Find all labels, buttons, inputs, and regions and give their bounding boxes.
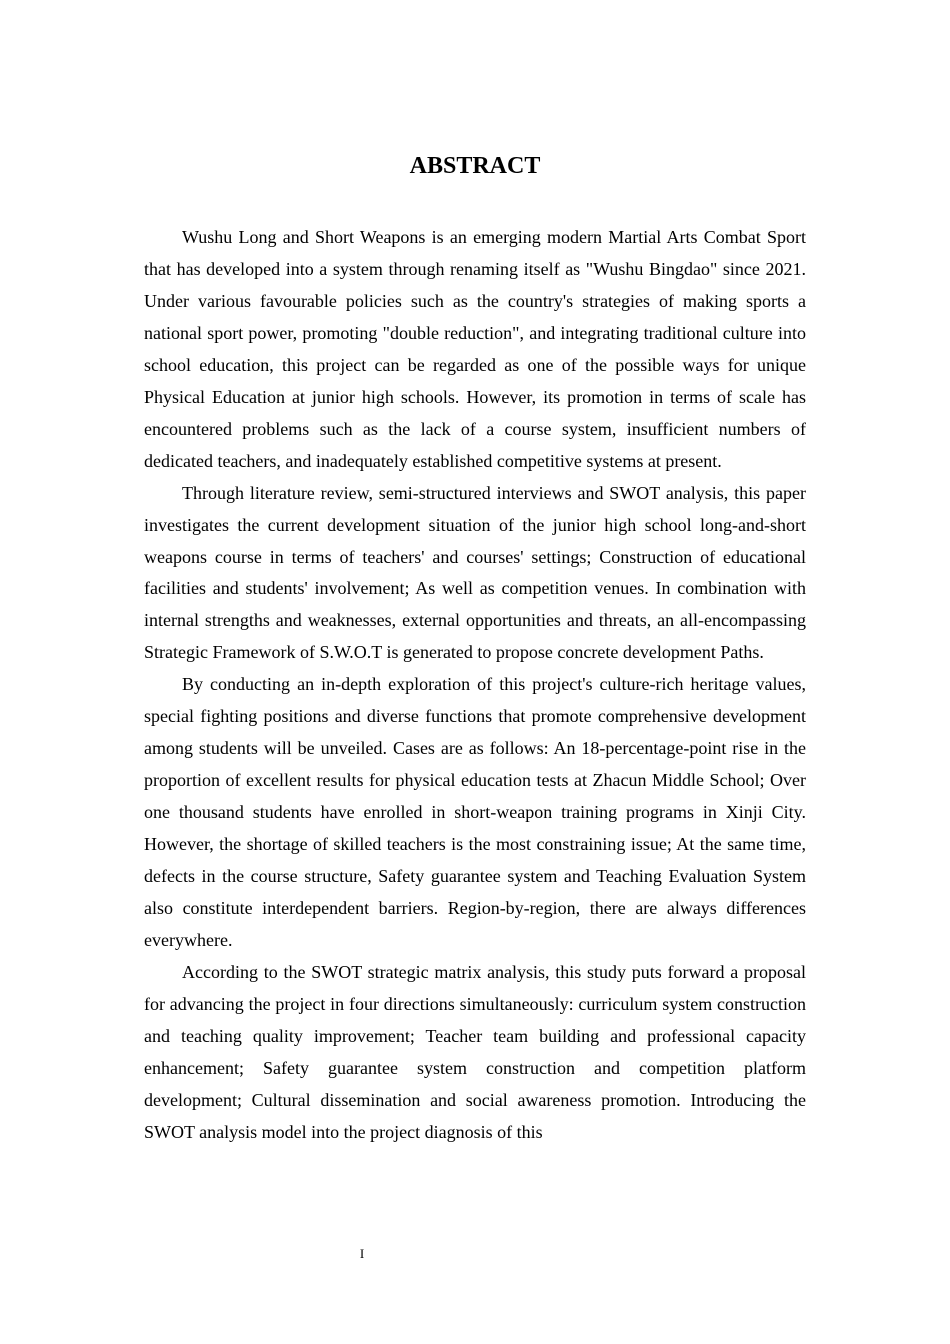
abstract-paragraph-4 [144, 957, 806, 1149]
page-number: I [359, 1246, 365, 1261]
abstract-paragraph-1: Wushu Long and Short Weapons is an emerging modern Martial Arts Combat Sport that has developed into a system through renaming itself as "Wushu Bingdao" since 2021. Under various favourable policies such as the country's strategies of making sports a national sport power, promoting "double reduction", and integrating traditional culture into school education, this project can be regarded as one of the possible ways for unique Physical Education at junior high schools. However, its promotion in terms of scale has encountered problems such as the lack of a course system, insufficient numbers of dedicated teachers, and inadequately established competitive systems at present. [144, 227, 806, 471]
abstract-paragraph-4-continuation: Introducing the SWOT analysis model into the project diagnosis of this [144, 1089, 806, 1142]
abstract-paragraph-3: By conducting an in-depth exploration of this project's culture-rich heritage values, special fighting positions and diverse functions that promote comprehensive development among students will be unveiled. Cases are as follows: An 18-percentage-point rise in the proportion of excellent results for physical education tests at Zhacun Middle School; Over one thousand students have enrolled in short-weapon training programs in Xinji City. However, the shortage of skilled teachers is the most constraining issue; At the same time, defects in the course structure, Safety guarantee system and Teaching Evaluation System also constitute interdependent barriers. Region-by-region, there are always differences everywhere. [144, 674, 806, 950]
abstract-body [144, 222, 806, 1149]
abstract-title: ABSTRACT [409, 153, 541, 179]
abstract-paragraph-4-text: According to the SWOT strategic matrix analysis, this study puts forward a proposal for advancing the project in four directions simultaneously: curriculum system construction and teaching quality improvement; Teacher team building and professional capacity enhancement; Safety guarantee system construction and competition platform development; Cultural dissemination and social awareness promotion. [144, 961, 806, 1110]
abstract-paragraph-2: Through literature review, semi-structured interviews and SWOT analysis, this paper investigates the current development situation of the junior high school long-and-short weapons course in terms of teachers' and courses' settings; Construction of educational facilities and students' involvement; As well as competition venues. In combination with internal strengths and weaknesses, external opportunities and threats, an all-encompassing Strategic Framework of S.W.O.T is generated to propose concrete development Paths. [144, 482, 806, 663]
